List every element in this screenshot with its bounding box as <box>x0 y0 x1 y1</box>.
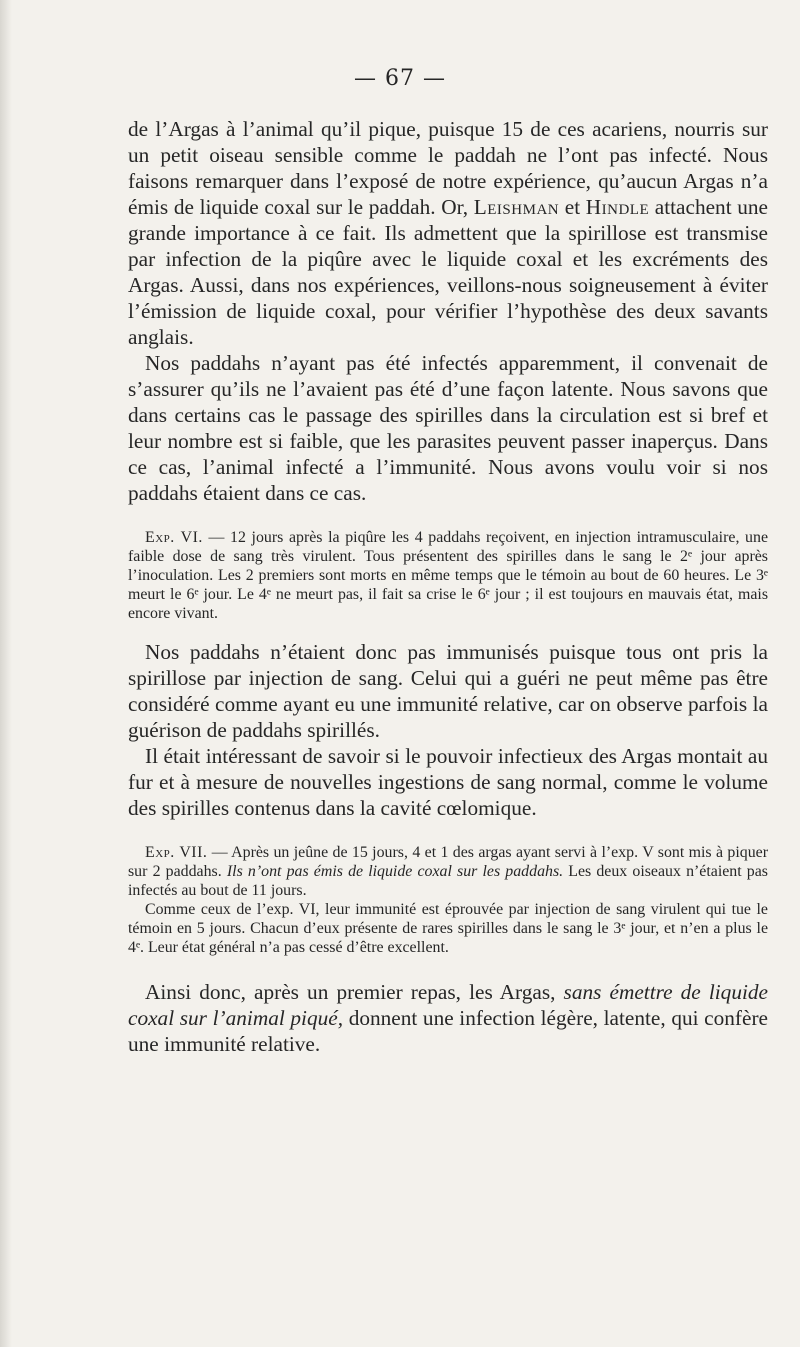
paragraph-conclusion <box>128 979 768 1057</box>
paragraph-latent-infection: Nos paddahs n’ayant pas été infectés apparemment, il convenait de s’assurer qu’ils ne l’avaient pas été d’une façon latente. Nous savons que dans certains cas le passage des spirilles dans la circulation est si bref et leur nombre est si faible, que les parasites peuvent passer inaperçus. Dans ce cas, l’animal infecté a l’immunité. Nous avons voulu voir si nos paddahs étaient dans ce cas. <box>128 351 768 505</box>
experiment-text: — 12 jours après la piqûre les 4 paddahs reçoivent, en injection intramusculaire, une faible dose de sang très virulent. Tous présentent des spirilles dans le sang le 2ᵉ jour après l’inoculation. Les 2 premiers sont morts en même temps que le témoin au bout de 60 heures. Le 3ᵉ meurt le 6ᵉ jour. Le 4ᵉ ne meurt pas, il fait sa crise le 6ᵉ jour ; il est toujours en mauvais état, mais encore vivant. <box>128 529 768 622</box>
paragraph-text: attachent une grande importance à ce fait. Ils admettent que la spirillose est transmise par infection de la piqûre avec le liquide coxal et les excréments des Argas. Aussi, dans nos expériences, veillons-nous soigneusement à éviter l’émission de liquide coxal, pour vérifier l’hypothèse des deux savants anglais. <box>128 195 768 349</box>
experiment-vii-continued: Comme ceux de l’exp. VI, leur immunité est éprouvée par injection de sang virulent qui tue le témoin en 5 jours. Chacun d’eux présente de rares spirilles dans le sang le 3ᵉ jour, et n’en a plus le 4ᵉ. Leur état général n’a pas cessé d’être excellent. <box>128 901 768 956</box>
experiment-text: — Après un jeûne de 15 jours, 4 et 1 des argas ayant servi à l’exp. V sont mis à piquer sur 2 paddahs. <box>128 844 768 880</box>
experiment-vi <box>128 528 768 623</box>
experiment-label: Exp. VI. <box>145 529 203 546</box>
paragraph-text: de l’Argas à l’animal qu’il pique, puisque 15 de ces acariens, nourris sur un petit oiseau sensible comme le paddah ne l’ont pas infecté. Nous faisons remarquer dans l’exposé de notre expérience, qu’aucun Argas n’a émis de liquide coxal sur le paddah. Or, <box>128 117 768 219</box>
experiment-vii <box>128 843 768 900</box>
paragraph-not-immunized: Nos paddahs n’étaient donc pas immunisés puisque tous ont pris la spirillose par injection de sang. Celui qui a guéri ne peut même pas être considéré comme ayant eu une immunité relative, car on observe parfois la guérison de paddahs spirillés. <box>128 640 768 742</box>
paragraph-italic-text: sans émettre de liquide coxal sur l’animal piqué, <box>128 980 768 1030</box>
experiment-italic-text: Ils n’ont pas émis de liquide coxal sur les paddahs. <box>226 863 564 880</box>
page-number: — 67 — <box>354 66 446 91</box>
author-name-leishman: Leishman <box>473 195 560 219</box>
page-body <box>128 116 768 1057</box>
page-gutter-shadow <box>0 0 12 1347</box>
paragraph-leishman-hindle <box>128 116 768 350</box>
paragraph-text: Ainsi donc, après un premier repas, les Argas, <box>145 980 556 1004</box>
author-name-hindle: Hindle <box>585 195 650 219</box>
paragraph-text: donnent une infection légère, latente, qui confère une immunité relative. <box>128 1006 768 1056</box>
conjunction: et <box>564 195 581 219</box>
experiment-label: Exp. VII. <box>145 844 208 861</box>
paragraph-infectious-power: Il était intéressant de savoir si le pouvoir infectieux des Argas montait au fur et à mesure de nouvelles ingestions de sang normal, comme le volume des spirilles contenus dans la cavité cœlomique. <box>128 744 768 820</box>
experiment-text: Les deux oiseaux n’étaient pas infectés au bout de 11 jours. <box>128 863 768 899</box>
